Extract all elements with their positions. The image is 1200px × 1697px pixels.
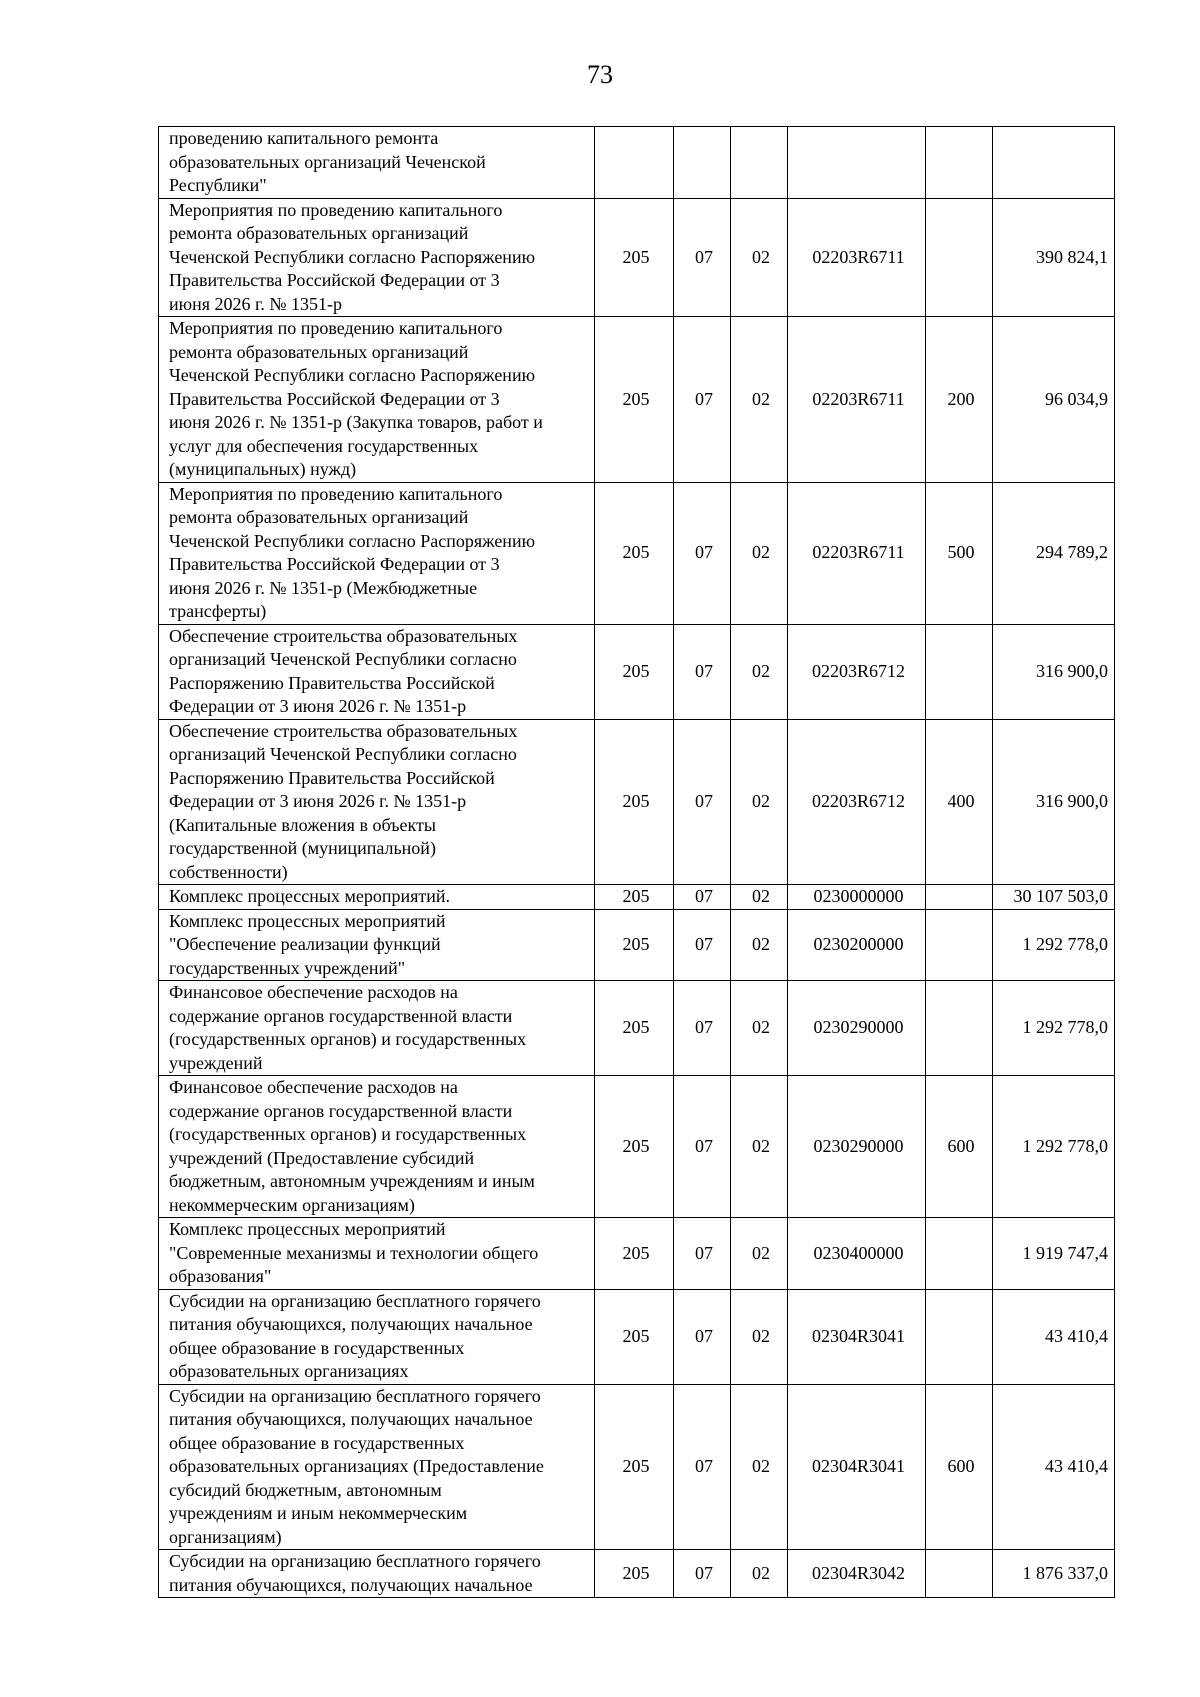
section-cell: 07 [674, 1218, 731, 1290]
row-name-cell: Мероприятия по проведению капитального ремонта образовательных организаций Чеченской Республики согласно Распоряжению Правительства Российской Федерации от 3 июня 2026 г. № 1351-р (Закупка товаров, работ и услуг для обеспечения государственных (муниципальных) нужд) [159, 317, 595, 483]
target-article-cell: 0230290000 [788, 1076, 926, 1218]
expense-type-cell: 400 [926, 719, 993, 885]
grbs-cell: 205 [595, 719, 674, 885]
row-name-cell: Комплекс процессных мероприятий. [159, 885, 595, 910]
row-name-cell: Субсидии на организацию бесплатного горячего питания обучающихся, получающих начальное [159, 1550, 595, 1598]
target-article-cell [788, 127, 926, 199]
amount-cell: 1 876 337,0 [993, 1550, 1115, 1598]
table-row [159, 1218, 1115, 1290]
target-article-cell: 02203R6711 [788, 198, 926, 317]
section-cell: 07 [674, 885, 731, 910]
table-row [159, 885, 1115, 910]
grbs-cell: 205 [595, 1550, 674, 1598]
amount-cell: 316 900,0 [993, 624, 1115, 719]
subsection-cell: 02 [731, 317, 788, 483]
target-article-cell: 02203R6711 [788, 317, 926, 483]
row-name-cell: Обеспечение строительства образовательных организаций Чеченской Республики согласно Распоряжению Правительства Российской Федерации от 3 июня 2026 г. № 1351-р [159, 624, 595, 719]
subsection-cell: 02 [731, 624, 788, 719]
subsection-cell: 02 [731, 198, 788, 317]
row-name-cell: Субсидии на организацию бесплатного горячего питания обучающихся, получающих начальное общее образование в государственных образовательных организациях [159, 1289, 595, 1384]
target-article-cell: 02304R3041 [788, 1289, 926, 1384]
amount-cell: 1 919 747,4 [993, 1218, 1115, 1290]
amount-cell: 1 292 778,0 [993, 1076, 1115, 1218]
grbs-cell: 205 [595, 981, 674, 1076]
table-row [159, 624, 1115, 719]
budget-table-body [159, 127, 1115, 1598]
amount-cell: 1 292 778,0 [993, 909, 1115, 981]
expense-type-cell [926, 909, 993, 981]
section-cell: 07 [674, 1550, 731, 1598]
section-cell: 07 [674, 1384, 731, 1550]
subsection-cell: 02 [731, 1550, 788, 1598]
expense-type-cell [926, 981, 993, 1076]
expense-type-cell [926, 127, 993, 199]
expense-type-cell: 600 [926, 1384, 993, 1550]
subsection-cell: 02 [731, 1076, 788, 1218]
row-name-cell: Мероприятия по проведению капитального ремонта образовательных организаций Чеченской Республики согласно Распоряжению Правительства Российской Федерации от 3 июня 2026 г. № 1351-р (Межбюджетные трансферты) [159, 482, 595, 624]
page-number: 73 [587, 60, 613, 89]
amount-cell [993, 127, 1115, 199]
expense-type-cell: 600 [926, 1076, 993, 1218]
expense-type-cell: 200 [926, 317, 993, 483]
section-cell: 07 [674, 719, 731, 885]
target-article-cell: 02203R6712 [788, 624, 926, 719]
subsection-cell [731, 127, 788, 199]
section-cell: 07 [674, 198, 731, 317]
expense-type-cell [926, 1550, 993, 1598]
grbs-cell [595, 127, 674, 199]
row-name-cell: Комплекс процессных мероприятий "Современные механизмы и технологии общего образования" [159, 1218, 595, 1290]
amount-cell: 30 107 503,0 [993, 885, 1115, 910]
target-article-cell: 0230290000 [788, 981, 926, 1076]
table-row [159, 1289, 1115, 1384]
section-cell [674, 127, 731, 199]
subsection-cell: 02 [731, 719, 788, 885]
grbs-cell: 205 [595, 909, 674, 981]
amount-cell: 43 410,4 [993, 1289, 1115, 1384]
table-row [159, 1550, 1115, 1598]
row-name-cell: Обеспечение строительства образовательных организаций Чеченской Республики согласно Распоряжению Правительства Российской Федерации от 3 июня 2026 г. № 1351-р (Капитальные вложения в объекты государственной (муниципальной) собственности) [159, 719, 595, 885]
target-article-cell: 0230400000 [788, 1218, 926, 1290]
budget-table [158, 126, 1115, 1598]
expense-type-cell: 500 [926, 482, 993, 624]
section-cell: 07 [674, 482, 731, 624]
table-row [159, 482, 1115, 624]
target-article-cell: 02304R3041 [788, 1384, 926, 1550]
row-name-cell: Субсидии на организацию бесплатного горячего питания обучающихся, получающих начальное общее образование в государственных образовательных организациях (Предоставление субсидий бюджетным, автономным учреждениям и иным некоммерческим организациям) [159, 1384, 595, 1550]
row-name-cell: Мероприятия по проведению капитального ремонта образовательных организаций Чеченской Республики согласно Распоряжению Правительства Российской Федерации от 3 июня 2026 г. № 1351-р [159, 198, 595, 317]
section-cell: 07 [674, 1289, 731, 1384]
table-row [159, 317, 1115, 483]
table-row [159, 981, 1115, 1076]
target-article-cell: 0230200000 [788, 909, 926, 981]
amount-cell: 390 824,1 [993, 198, 1115, 317]
target-article-cell: 0230000000 [788, 885, 926, 910]
subsection-cell: 02 [731, 1384, 788, 1550]
table-row [159, 127, 1115, 199]
row-name-cell: Финансовое обеспечение расходов на содержание органов государственной власти (государственных органов) и государственных учреждений (Предоставление субсидий бюджетным, автономным учреждениям и иным некоммерческим организациям) [159, 1076, 595, 1218]
section-cell: 07 [674, 981, 731, 1076]
table-row [159, 719, 1115, 885]
grbs-cell: 205 [595, 198, 674, 317]
grbs-cell: 205 [595, 1384, 674, 1550]
section-cell: 07 [674, 1076, 731, 1218]
section-cell: 07 [674, 317, 731, 483]
grbs-cell: 205 [595, 885, 674, 910]
grbs-cell: 205 [595, 482, 674, 624]
grbs-cell: 205 [595, 317, 674, 483]
row-name-cell: Финансовое обеспечение расходов на содержание органов государственной власти (государственных органов) и государственных учреждений [159, 981, 595, 1076]
table-row [159, 198, 1115, 317]
subsection-cell: 02 [731, 1289, 788, 1384]
row-name-cell: проведению капитального ремонта образовательных организаций Чеченской Республики" [159, 127, 595, 199]
target-article-cell: 02203R6712 [788, 719, 926, 885]
subsection-cell: 02 [731, 981, 788, 1076]
grbs-cell: 205 [595, 1076, 674, 1218]
expense-type-cell [926, 198, 993, 317]
row-name-cell: Комплекс процессных мероприятий "Обеспечение реализации функций государственных учреждений" [159, 909, 595, 981]
subsection-cell: 02 [731, 1218, 788, 1290]
subsection-cell: 02 [731, 885, 788, 910]
section-cell: 07 [674, 909, 731, 981]
table-row [159, 1076, 1115, 1218]
expense-type-cell [926, 1218, 993, 1290]
amount-cell: 316 900,0 [993, 719, 1115, 885]
subsection-cell: 02 [731, 482, 788, 624]
amount-cell: 43 410,4 [993, 1384, 1115, 1550]
target-article-cell: 02203R6711 [788, 482, 926, 624]
subsection-cell: 02 [731, 909, 788, 981]
section-cell: 07 [674, 624, 731, 719]
expense-type-cell [926, 624, 993, 719]
target-article-cell: 02304R3042 [788, 1550, 926, 1598]
table-row [159, 909, 1115, 981]
grbs-cell: 205 [595, 1289, 674, 1384]
amount-cell: 294 789,2 [993, 482, 1115, 624]
expense-type-cell [926, 1289, 993, 1384]
amount-cell: 96 034,9 [993, 317, 1115, 483]
grbs-cell: 205 [595, 624, 674, 719]
grbs-cell: 205 [595, 1218, 674, 1290]
amount-cell: 1 292 778,0 [993, 981, 1115, 1076]
expense-type-cell [926, 885, 993, 910]
table-row [159, 1384, 1115, 1550]
